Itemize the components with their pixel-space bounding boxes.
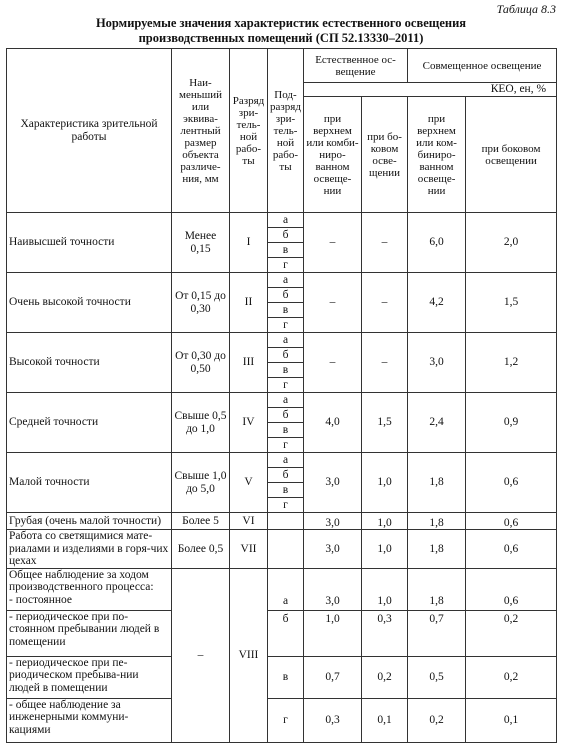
subcategory: в [268,363,304,378]
table-row [7,213,557,228]
object-size: – [172,568,230,742]
combined-top-value: 1,8 [408,530,466,569]
category: VII [230,530,268,569]
header-combined-side: при боковом освещении [466,97,557,213]
subcategory: б [268,610,304,656]
table-row [7,513,557,530]
title-line-1: Нормируемые значения характеристик естественного освещения [95,16,467,30]
table-row [7,568,557,610]
natural-top-value: – [304,213,362,273]
category: VI [230,513,268,530]
combined-side-value: 0,2 [466,656,557,698]
object-size: Свыше 1,0 до 5,0 [172,453,230,513]
combined-top-value: 4,2 [408,273,466,333]
work-characteristic: Малой точности [7,453,172,513]
header-category: Разряд зри-тель-ной рабо-ты [230,49,268,213]
combined-side-value: 1,2 [466,333,557,393]
subcategory: г [268,498,304,513]
combined-side-value: 0,6 [466,530,557,569]
work-characteristic: Средней точности [7,393,172,453]
table-row [7,698,557,742]
subcategory [268,530,304,569]
natural-top-value: – [304,273,362,333]
natural-side-value: – [362,273,408,333]
header-row-1 [7,49,557,83]
natural-side-value: – [362,213,408,273]
combined-top-value: 0,2 [408,698,466,742]
subcategory: г [268,698,304,742]
natural-side-value: 0,3 [362,610,408,656]
general-item-name: - постоянное [9,593,72,606]
general-item-name: - периодическое при пе-риодическом пребыва-нии людей в помещении [9,656,139,694]
illumination-table [6,48,557,743]
table-row [7,393,557,408]
work-characteristic [7,698,172,742]
combined-side-value: 1,5 [466,273,557,333]
subcategory: б [268,408,304,423]
object-size: От 0,30 до 0,50 [172,333,230,393]
category: III [230,333,268,393]
combined-side-value: 0,2 [466,610,557,656]
natural-side-value: – [362,333,408,393]
natural-side-value: 1,0 [362,568,408,610]
subcategory: а [268,393,304,408]
category: I [230,213,268,273]
subcategory: г [268,378,304,393]
subcategory: в [268,303,304,318]
header-natural: Естественное ос-вещение [304,49,408,83]
work-characteristic: Работа со светящимися мате-риалами и изделиями в горя-чих цехах [7,530,172,569]
category: V [230,453,268,513]
natural-top-value: 3,0 [304,568,362,610]
combined-side-value: 0,6 [466,568,557,610]
subcategory [268,513,304,530]
title-line-2: производственных помещений (СП 52.13330–2011) [138,31,424,45]
object-size: Более 0,5 [172,530,230,569]
natural-top-value: 3,0 [304,530,362,569]
subcategory: в [268,483,304,498]
combined-top-value: 6,0 [408,213,466,273]
combined-top-value: 1,8 [408,568,466,610]
combined-side-value: 0,6 [466,513,557,530]
combined-side-value: 2,0 [466,213,557,273]
natural-top-value: 0,3 [304,698,362,742]
work-characteristic [7,568,172,610]
work-characteristic: Наивысшей точности [7,213,172,273]
category: II [230,273,268,333]
work-characteristic: Очень высокой точности [7,273,172,333]
subcategory: а [268,273,304,288]
table-row [7,273,557,288]
header-subcategory: Под-разряд зри-тель-ной рабо-ты [268,49,304,213]
header-characteristic: Характеристика зрительной работы [7,49,172,213]
object-size: Менее 0,15 [172,213,230,273]
combined-top-value: 0,7 [408,610,466,656]
natural-top-value: 4,0 [304,393,362,453]
table-row [7,453,557,468]
natural-top-value: 3,0 [304,453,362,513]
subcategory: а [268,333,304,348]
subcategory: б [268,348,304,363]
table-row [7,530,557,569]
subcategory: а [268,568,304,610]
work-characteristic: Высокой точности [7,333,172,393]
header-natural-top: при верхнем или комби-ниро-ванном освеще-нии [304,97,362,213]
table-number: Таблица 8.3 [496,2,556,16]
natural-side-value: 1,0 [362,513,408,530]
header-combined: Совмещенное освещение [408,49,557,83]
object-size: Более 5 [172,513,230,530]
natural-side-value: 0,1 [362,698,408,742]
header-keo: КЕО, eн, % [304,83,557,97]
table-title [0,16,562,46]
subcategory: г [268,438,304,453]
work-characteristic: Грубая (очень малой точности) [7,513,172,530]
natural-top-value: – [304,333,362,393]
natural-top-value: 0,7 [304,656,362,698]
table-row [7,333,557,348]
subcategory: г [268,258,304,273]
combined-top-value: 1,8 [408,453,466,513]
category: VIII [230,568,268,742]
combined-top-value: 2,4 [408,393,466,453]
header-object-size: Наи-меньший или эквива-лентный размер объекта различе-ния, мм [172,49,230,213]
object-size: Свыше 0,5 до 1,0 [172,393,230,453]
combined-top-value: 1,8 [408,513,466,530]
natural-side-value: 0,2 [362,656,408,698]
header-natural-side: при бо-ковом осве-щении [362,97,408,213]
object-size: От 0,15 до 0,30 [172,273,230,333]
work-characteristic [7,610,172,656]
combined-top-value: 3,0 [408,333,466,393]
header-combined-top: при верхнем или ком-биниро-ванном освеще-нии [408,97,466,213]
general-item-name: - периодическое при по-стоянном пребывании людей в помещении [9,610,160,648]
subcategory: в [268,243,304,258]
subcategory: б [268,468,304,483]
combined-top-value: 0,5 [408,656,466,698]
subcategory: а [268,213,304,228]
table-row [7,656,557,698]
work-characteristic [7,656,172,698]
combined-side-value: 0,9 [466,393,557,453]
combined-side-value: 0,6 [466,453,557,513]
category: IV [230,393,268,453]
table-row [7,610,557,656]
combined-side-value: 0,1 [466,698,557,742]
natural-top-value: 1,0 [304,610,362,656]
general-intro: Общее наблюдение за ходом производственного процесса: [9,568,154,593]
natural-side-value: 1,0 [362,453,408,513]
general-item-name: - общее наблюдение за инженерными коммуни-кациями [9,698,129,736]
subcategory: б [268,228,304,243]
natural-side-value: 1,5 [362,393,408,453]
subcategory: в [268,423,304,438]
subcategory: а [268,453,304,468]
natural-top-value: 3,0 [304,513,362,530]
natural-side-value: 1,0 [362,530,408,569]
table-body [7,213,557,743]
subcategory: б [268,288,304,303]
subcategory: в [268,656,304,698]
subcategory: г [268,318,304,333]
